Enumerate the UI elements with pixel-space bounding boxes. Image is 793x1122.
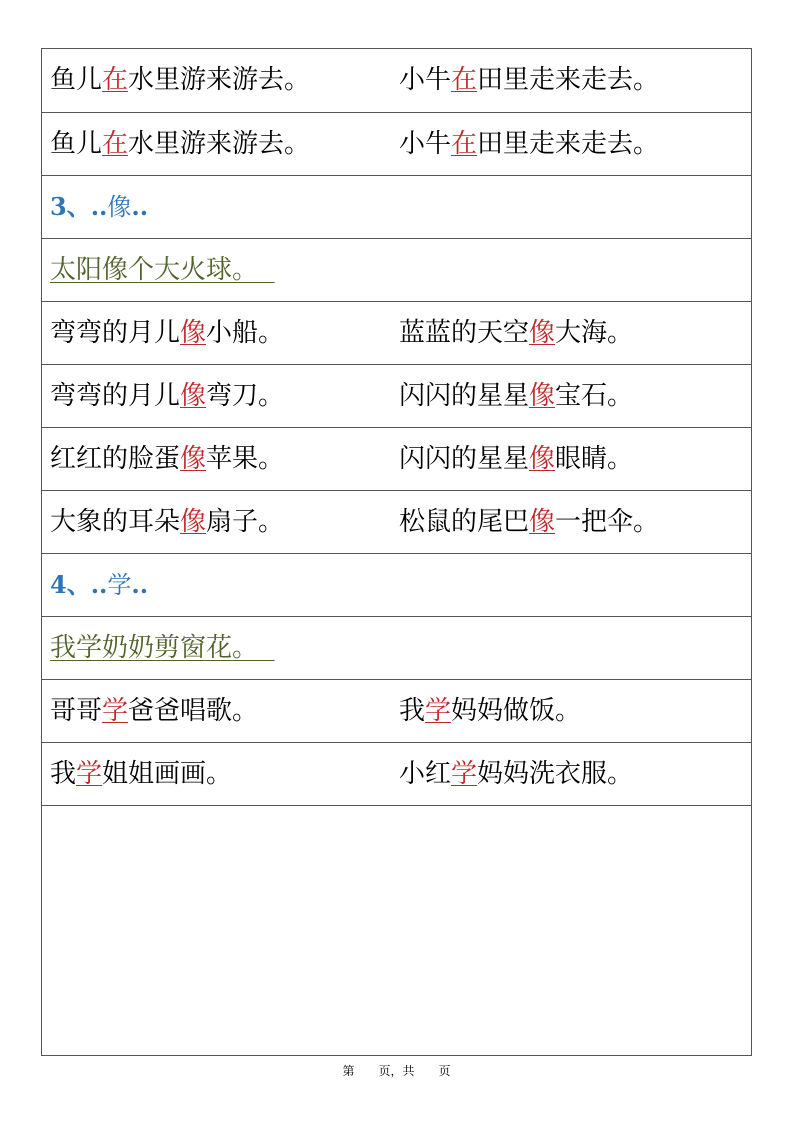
table-row [42, 49, 751, 113]
keyword: 在 [102, 129, 129, 159]
sentence: 我学妈妈做饭。 [399, 696, 582, 726]
sentence: 大象的耳朵像扇子。 [50, 507, 285, 537]
sentence: 鱼儿在水里游来游去。 [50, 129, 311, 159]
sentence: 小牛在田里走来走去。 [399, 129, 660, 159]
table-row [42, 743, 751, 806]
sentence: 小牛在田里走来走去。 [399, 65, 660, 95]
table-row [42, 428, 751, 491]
example-sentence: 我学奶奶剪窗花。 [50, 633, 259, 663]
sentence: 我学姐姐画画。 [50, 759, 233, 789]
table-row [42, 365, 751, 428]
keyword: 像 [180, 381, 207, 411]
keyword: 像 [180, 507, 207, 537]
table-row [42, 176, 751, 239]
footer-total-label: 页，共 [378, 1064, 415, 1078]
keyword: 学 [451, 759, 478, 789]
sentence: 红红的脸蛋像苹果。 [50, 444, 285, 474]
table-row [42, 554, 751, 617]
sentence: 松鼠的尾巴像一把伞。 [399, 507, 660, 537]
footer-page-label: 第 [342, 1064, 355, 1078]
keyword: 像 [180, 318, 207, 348]
keyword: 像 [529, 318, 556, 348]
keyword: 学 [102, 696, 129, 726]
keyword: 在 [451, 129, 478, 159]
table-row [42, 239, 751, 302]
table-row [42, 491, 751, 554]
sentence: 蓝蓝的天空像大海。 [399, 318, 634, 348]
keyword: 在 [102, 65, 129, 95]
table-row [42, 680, 751, 743]
sentence: 闪闪的星星像宝石。 [399, 381, 634, 411]
sentence: 鱼儿在水里游来游去。 [50, 65, 311, 95]
table-row [42, 302, 751, 365]
keyword: 学 [76, 759, 103, 789]
keyword: 像 [529, 444, 556, 474]
sentence: 闪闪的星星像眼睛。 [399, 444, 634, 474]
table-row [42, 617, 751, 680]
sentence: 小红学妈妈洗衣服。 [399, 759, 634, 789]
keyword: 像 [529, 381, 556, 411]
section-heading: 3、..像.. [50, 192, 149, 221]
section-heading: 4、..学.. [50, 570, 149, 599]
worksheet-table [41, 48, 752, 1056]
sentence: 哥哥学爸爸唱歌。 [50, 696, 259, 726]
keyword: 在 [451, 65, 478, 95]
keyword: 像 [529, 507, 556, 537]
footer-page-suffix: 页 [438, 1064, 451, 1078]
keyword: 学 [425, 696, 452, 726]
example-sentence: 太阳像个大火球。 [50, 255, 259, 285]
sentence: 弯弯的月儿像弯刀。 [50, 381, 285, 411]
sentence: 弯弯的月儿像小船。 [50, 318, 285, 348]
keyword: 像 [180, 444, 207, 474]
page-footer [0, 1062, 793, 1079]
table-row [42, 113, 751, 176]
